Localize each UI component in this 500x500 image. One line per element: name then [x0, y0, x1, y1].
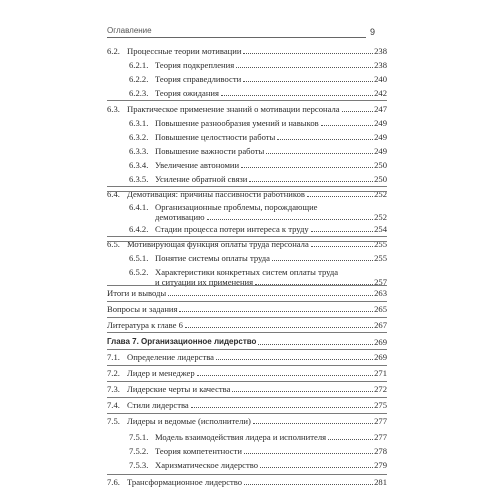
toc-entry-title: Итоги и выводы: [107, 288, 167, 298]
toc-entry-title: Вопросы и задания: [107, 304, 178, 314]
toc-entry-page: 247: [374, 104, 387, 114]
toc-entry-page: 238: [374, 46, 387, 56]
leader-dots: [236, 67, 373, 68]
toc-entry[interactable]: 7.5.1. Модель взаимодействия лидера и исполнителя 277: [129, 432, 387, 442]
toc-entry-title: Модель взаимодействия лидера и исполнителя: [155, 432, 327, 442]
leader-dots: [307, 196, 373, 197]
leader-dots: [277, 139, 373, 140]
toc-entry-page: 255: [374, 239, 387, 249]
toc-entry-title: Организационные проблемы, порождающие: [155, 202, 318, 212]
toc-entry-page: 242: [374, 88, 387, 98]
leader-dots: [197, 375, 373, 376]
toc-entry-page: 249: [374, 132, 387, 142]
toc-entry-page: 275: [374, 400, 387, 410]
section-divider: [107, 301, 387, 302]
toc-entry-page: 271: [374, 368, 387, 378]
section-divider: [107, 381, 387, 382]
leader-dots: [328, 439, 373, 440]
toc-entry-page: 255: [374, 253, 387, 263]
toc-entry-title: Теория ожидания: [155, 88, 219, 98]
toc-entry-title: Стадии процесса потери интереса к труду: [155, 224, 309, 234]
toc-entry[interactable]: 6.4.2. Стадии процесса потери интереса к труду 254: [129, 224, 387, 234]
toc-entry-title: Лидерские черты и качества: [127, 384, 231, 394]
toc-entry-page: 238: [374, 60, 387, 70]
section-divider: [107, 349, 387, 350]
toc-entry-page: 240: [374, 74, 387, 84]
toc-entry-page: 277: [374, 432, 387, 442]
section-divider: [107, 285, 387, 286]
section-divider: [107, 332, 387, 333]
toc-entry-page: 250: [374, 174, 387, 184]
toc-entry-page: 272: [374, 384, 387, 394]
toc-entry-title: Повышение разнообразия умений и навыков: [155, 118, 319, 128]
leader-dots: [185, 327, 373, 328]
leader-dots: [216, 359, 373, 360]
toc-entry-title: Лидеры и ведомые (исполнители): [127, 416, 251, 426]
leader-dots: [179, 311, 373, 312]
toc-entry[interactable]: 7.5.3. Харизматическое лидерство 279: [129, 460, 387, 470]
toc-entry-title: Литература к главе 6: [107, 320, 183, 330]
toc-entry[interactable]: 6.4. Демотивация: причины пассивности работников 252: [107, 189, 387, 199]
leader-dots: [243, 81, 373, 82]
toc-entry-page: 265: [374, 304, 387, 314]
toc-entry-title: Определение лидерства: [127, 352, 214, 362]
toc-entry-title: Демотивация: причины пассивности работников: [127, 189, 305, 199]
toc-entry[interactable]: 7.1. Определение лидерства 269: [107, 352, 387, 362]
toc-entry-title: Лидер и менеджер: [127, 368, 195, 378]
toc-entry[interactable]: 7.2. Лидер и менеджер 271: [107, 368, 387, 378]
toc-entry[interactable]: 6.3.5. Усиление обратной связи 250: [129, 174, 387, 184]
toc-entry[interactable]: 7.6. Трансформационное лидерство 281: [107, 477, 387, 487]
toc-entry-page: 249: [374, 146, 387, 156]
section-divider: [107, 236, 387, 237]
leader-dots: [321, 125, 373, 126]
toc-entry[interactable]: 6.2. Процессные теории мотивации 238: [107, 46, 387, 56]
toc-entry[interactable]: 6.5. Мотивирующая функция оплаты труда персонала 255: [107, 239, 387, 249]
toc-entry-title-continued: демотивацию: [155, 212, 205, 222]
section-divider: [107, 365, 387, 366]
toc-entry[interactable]: 7.4. Стили лидерства 275: [107, 400, 387, 410]
toc-entry-page: 281: [374, 477, 387, 487]
toc-entry-page: 257: [374, 277, 387, 287]
leader-dots: [266, 153, 373, 154]
toc-entry-page: 263: [374, 288, 387, 298]
toc-entry-title: Харизматическое лидерство: [155, 460, 259, 470]
leader-dots: [272, 260, 373, 261]
leader-dots: [243, 53, 373, 54]
toc-entry-page: 279: [374, 460, 387, 470]
section-divider: [107, 241, 387, 242]
section-divider: [107, 397, 387, 398]
toc-entry-page: 277: [374, 416, 387, 426]
section-divider: [107, 186, 387, 187]
toc-entry-page: 252: [374, 212, 387, 222]
toc-entry[interactable]: 6.3. Практическое применение знаний о мотивации персонала 247: [107, 104, 387, 114]
leader-dots: [311, 246, 373, 247]
header-rule: [107, 37, 366, 38]
toc-entry-title: Усиление обратной связи: [155, 174, 248, 184]
toc-entry[interactable]: 6.3.3. Повышение важности работы 249: [129, 146, 387, 156]
section-divider: [107, 100, 387, 101]
toc-entry-page: 269: [374, 352, 387, 362]
leader-dots: [260, 467, 373, 468]
section-divider: [107, 413, 387, 414]
toc-entry-page: 252: [374, 189, 387, 199]
toc-chapter-entry[interactable]: [107, 337, 387, 347]
toc-entry-title: Повышение важности работы: [155, 146, 265, 156]
toc-entry[interactable]: [107, 288, 387, 298]
toc-entry-title: Мотивирующая функция оплаты труда персонала: [127, 239, 309, 249]
leader-dots: [241, 167, 373, 168]
toc-entry[interactable]: [107, 320, 387, 330]
toc-entry-title: Понятие системы оплаты труда: [155, 253, 270, 263]
toc-entry-title: Стили лидерства: [127, 400, 189, 410]
toc-entry[interactable]: 6.3.2. Повышение целостности работы 249: [129, 132, 387, 142]
toc-entry[interactable]: 7.3. Лидерские черты и качества 272: [107, 384, 387, 394]
toc-entry-title: Теория компетентности: [155, 446, 242, 456]
toc-entry-page: 269: [374, 337, 387, 347]
toc-entry-title: Трансформационное лидерство: [127, 477, 243, 487]
leader-dots: [168, 295, 373, 296]
toc-entry-title-continued: и ситуации их применения: [155, 277, 254, 287]
leader-dots: [258, 344, 373, 345]
section-divider: [107, 317, 387, 318]
toc-entry[interactable]: 6.4.1. Организационные проблемы, порождающие демотивацию 252: [129, 202, 387, 222]
leader-dots: [249, 181, 373, 182]
section-divider: [107, 191, 387, 192]
leader-dots: [191, 407, 373, 408]
leader-dots: [342, 111, 373, 112]
toc-entry[interactable]: [107, 304, 387, 314]
toc-entry-page: 267: [374, 320, 387, 330]
toc-entry[interactable]: 7.5.2. Теория компетентности 278: [129, 446, 387, 456]
toc-entry-title: Процессные теории мотивации: [127, 46, 242, 56]
running-header: Оглавление: [107, 26, 152, 35]
toc-entry[interactable]: 6.2.2. Теория справедливости 240: [129, 74, 387, 84]
toc-entry-page: 250: [374, 160, 387, 170]
page-number: 9: [370, 27, 376, 37]
toc-entry-title: Теория подкрепления: [155, 60, 235, 70]
toc-entry[interactable]: 6.5.1. Понятие системы оплаты труда 255: [129, 253, 387, 263]
toc-entry[interactable]: 6.2.1. Теория подкрепления 238: [129, 60, 387, 70]
toc-entry[interactable]: 6.3.1. Повышение разнообразия умений и навыков 249: [129, 118, 387, 128]
toc-entry[interactable]: 6.2.3. Теория ожидания 242: [129, 88, 387, 98]
toc-entry[interactable]: 6.3.4. Увеличение автономии 250: [129, 160, 387, 170]
leader-dots: [221, 95, 373, 96]
leader-dots: [207, 219, 374, 220]
leader-dots: [253, 423, 373, 424]
toc-entry-title: Увеличение автономии: [155, 160, 240, 170]
toc-entry-page: 254: [374, 224, 387, 234]
leader-dots: [244, 453, 373, 454]
toc-entry[interactable]: 7.5. Лидеры и ведомые (исполнители) 277: [107, 416, 387, 426]
toc-entry[interactable]: 6.5.2. Характеристики конкретных систем оплаты труда и ситуации их применения 257: [129, 267, 387, 287]
chapter-title: Глава 7. Организационное лидерство: [107, 337, 257, 346]
toc-entry-title: Характеристики конкретных систем оплаты труда: [155, 267, 339, 277]
toc-entry-title: Повышение целостности работы: [155, 132, 276, 142]
section-divider: [107, 474, 387, 475]
toc-entry-page: 278: [374, 446, 387, 456]
leader-dots: [244, 484, 373, 485]
leader-dots: [232, 391, 373, 392]
toc-entry-title: Практическое применение знаний о мотивации персонала: [127, 104, 340, 114]
toc-entry-page: 249: [374, 118, 387, 128]
leader-dots: [311, 231, 373, 232]
toc-entry-title: Теория справедливости: [155, 74, 242, 84]
